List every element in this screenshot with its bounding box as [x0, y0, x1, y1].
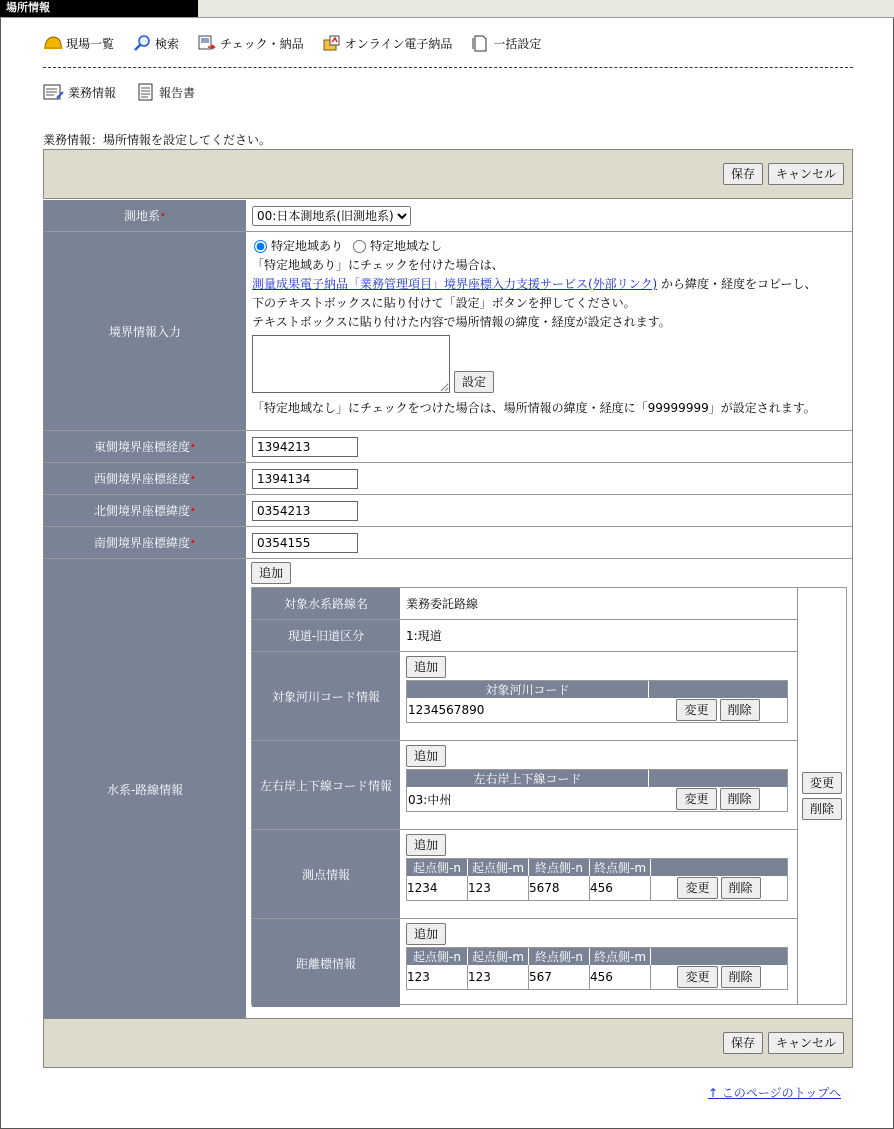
sub-menu [43, 81, 215, 103]
save-button[interactable]: 保存 [723, 1032, 763, 1054]
west-longitude-label: 西側境界座標経度 [94, 472, 191, 486]
survey-value: 5678 [529, 876, 590, 900]
north-latitude-row [44, 495, 852, 527]
menu-item-site-list[interactable] [43, 34, 114, 52]
required-mark: • [190, 473, 196, 484]
boundary-help-text-5: 「特定地域なし」にチェックをつけた場合は、場所情報の緯度・経度に「99999999」が設定されます。 [252, 401, 816, 415]
distance-header: 起点側-n [407, 948, 467, 965]
survey-system-row [44, 200, 852, 232]
sub-label [252, 919, 400, 1007]
instruction-text: 業務情報：場所情報を設定してください。 [43, 133, 272, 147]
distance-value: 123 [468, 965, 529, 989]
distance-marker-table [406, 947, 788, 990]
menu-item-search[interactable] [132, 34, 179, 52]
field-label [44, 200, 246, 231]
boundary-help-text-3: 下のテキストボックスに貼り付けて「設定」ボタンを押してください。 [252, 296, 636, 310]
river-code-label: 対象河川コード情報 [271, 689, 380, 704]
menu-item-label: 検索 [155, 36, 180, 51]
submenu-item-business-info[interactable] [43, 83, 116, 101]
delete-distance-marker-button[interactable]: 削除 [721, 966, 761, 988]
radio-region-yes[interactable] [254, 240, 267, 253]
location-form [43, 200, 853, 1019]
menu-item-label: 現場一覧 [66, 36, 115, 51]
radio-region-no[interactable] [353, 240, 366, 253]
sub-label [252, 830, 400, 918]
field-label [44, 559, 246, 1019]
change-survey-point-button[interactable]: 変更 [677, 877, 717, 899]
page-title: 場所情報 [0, 0, 198, 17]
add-river-code-button[interactable]: 追加 [406, 656, 446, 678]
sub-label [252, 620, 400, 651]
bottom-button-bar [43, 1018, 853, 1068]
field-label [44, 463, 246, 494]
submenu-item-label: 業務情報 [68, 85, 117, 100]
add-bank-code-button[interactable]: 追加 [406, 745, 446, 767]
delete-survey-point-button[interactable]: 削除 [721, 877, 761, 899]
cancel-button[interactable]: キャンセル [768, 163, 844, 185]
distance-header: 終点側-m [589, 948, 650, 965]
boundary-row [44, 232, 852, 431]
change-distance-marker-button[interactable]: 変更 [677, 966, 717, 988]
route-name-value: 業務委託路線 [406, 597, 479, 611]
distance-value: 567 [529, 965, 590, 989]
road-class-label: 現道-旧道区分 [287, 629, 365, 643]
add-distance-marker-button[interactable]: 追加 [406, 923, 446, 945]
required-mark: • [190, 505, 196, 516]
survey-system-select[interactable] [252, 206, 411, 226]
check-deliver-icon [197, 34, 217, 52]
road-class-value: 1:現道 [406, 629, 442, 643]
route-name-label: 対象水系路線名 [283, 597, 368, 611]
helmet-icon [43, 34, 63, 52]
submenu-item-report[interactable] [136, 83, 195, 101]
change-water-route-button[interactable]: 変更 [802, 772, 842, 794]
field-label [44, 527, 246, 558]
change-river-code-button[interactable]: 変更 [676, 699, 716, 721]
south-latitude-label: 南側境界座標緯度 [94, 536, 191, 550]
boundary-label: 境界情報入力 [108, 324, 181, 339]
survey-header: 起点側-n [407, 859, 467, 876]
bank-code-header: 左右岸上下線コード [407, 770, 648, 787]
river-code-table [406, 680, 788, 723]
menu-item-bulk-settings[interactable] [470, 34, 541, 52]
required-mark: • [160, 210, 166, 221]
boundary-help-text-4: テキストボックスに貼り付けた内容で場所情報の緯度・経度が設定されます。 [252, 315, 671, 329]
east-longitude-row [44, 431, 852, 463]
bank-code-label: 左右岸上下線コード情報 [259, 778, 392, 793]
survey-point-label: 測点情報 [301, 867, 350, 882]
submenu-item-label: 報告書 [159, 85, 196, 100]
distance-value: 456 [590, 965, 651, 989]
sub-label [252, 652, 400, 740]
coordinate-service-link[interactable]: 測量成果電子納品「業務管理項目」境界座標入力支援サービス(外部リンク) [252, 277, 658, 291]
boundary-help-text-2: から緯度・経度をコピーし、 [657, 277, 817, 291]
menu-item-check-deliver[interactable] [197, 34, 304, 52]
north-latitude-input[interactable] [252, 501, 358, 521]
east-longitude-label: 東側境界座標経度 [94, 440, 191, 454]
menu-item-label: チェック・納品 [220, 36, 304, 51]
survey-header: 終点側-m [589, 859, 650, 876]
bank-code-table [406, 769, 788, 812]
menu-item-label: オンライン電子納品 [344, 36, 453, 51]
water-route-row [44, 559, 852, 1019]
boundary-help-line-2 [252, 275, 846, 294]
distance-marker-label: 距離標情報 [295, 956, 356, 971]
delete-water-route-button[interactable]: 削除 [802, 798, 842, 820]
east-longitude-input[interactable] [252, 437, 358, 457]
change-bank-code-button[interactable]: 変更 [676, 788, 716, 810]
delete-river-code-button[interactable]: 削除 [720, 699, 760, 721]
distance-header: 終点側-n [528, 948, 589, 965]
coordinate-paste-textarea[interactable] [252, 335, 450, 393]
bank-code-value: 03:中州 [408, 792, 452, 807]
radio-yes-label: 特定地域あり [271, 239, 344, 253]
river-code-header: 対象河川コード [407, 681, 648, 698]
required-mark: • [190, 441, 196, 452]
search-icon [132, 34, 152, 52]
main-menu [43, 32, 559, 54]
top-button-bar [43, 149, 853, 199]
field-label [44, 495, 246, 526]
distance-value: 123 [407, 965, 468, 989]
title-bar [0, 0, 894, 18]
sub-label [252, 588, 400, 619]
south-latitude-row [44, 527, 852, 559]
required-mark: • [190, 537, 196, 548]
survey-value: 1234 [407, 876, 468, 900]
document-icon [470, 34, 490, 52]
field-label [44, 431, 246, 462]
distance-header: 起点側-m [467, 948, 528, 965]
menu-item-online-delivery[interactable] [322, 34, 453, 52]
survey-system-label: 測地系 [124, 209, 161, 223]
survey-value: 456 [590, 876, 651, 900]
north-latitude-label: 北側境界座標緯度 [94, 504, 191, 518]
radio-no-label: 特定地域なし [370, 239, 443, 253]
add-survey-point-button[interactable]: 追加 [406, 834, 446, 856]
set-button[interactable]: 設定 [454, 371, 494, 393]
water-route-table [251, 587, 847, 1005]
add-water-route-button[interactable]: 追加 [251, 562, 291, 584]
page-top-link[interactable]: ↑ このページのトップへ [707, 1086, 841, 1100]
water-route-label: 水系-路線情報 [106, 782, 184, 797]
business-info-icon [43, 83, 65, 101]
online-delivery-icon [322, 34, 342, 52]
menu-divider [43, 67, 853, 68]
report-icon [136, 83, 156, 101]
field-label [44, 232, 246, 430]
menu-item-label: 一括設定 [493, 36, 542, 51]
delete-bank-code-button[interactable]: 削除 [720, 788, 760, 810]
survey-point-table [406, 858, 788, 901]
west-longitude-input[interactable] [252, 469, 358, 489]
west-longitude-row [44, 463, 852, 495]
boundary-help-text-1: 「特定地域あり」にチェックを付けた場合は、 [252, 258, 504, 272]
save-button[interactable]: 保存 [723, 163, 763, 185]
survey-header: 終点側-n [528, 859, 589, 876]
cancel-button[interactable]: キャンセル [768, 1032, 844, 1054]
survey-header: 起点側-m [467, 859, 528, 876]
region-radio-group [252, 237, 846, 256]
sub-label [252, 741, 400, 829]
survey-value: 123 [468, 876, 529, 900]
river-code-value: 1234567890 [408, 703, 485, 717]
south-latitude-input[interactable] [252, 533, 358, 553]
